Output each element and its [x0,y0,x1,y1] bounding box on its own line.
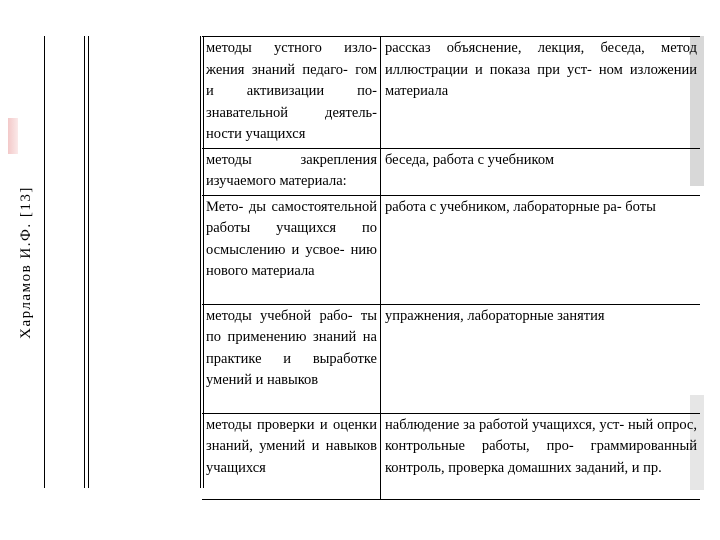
forms-cell: наблюдение за работой учащихся, уст- ный опрос, контрольные работы, про- граммированный контроль, проверка домашних заданий, и пр. [381,413,701,499]
forms-cell: работа с учебником, лабораторные ра- боты [381,195,701,304]
table-row [202,413,700,499]
method-cell: методы учебной рабо- ты по применению знаний на практике и выработке умений и навыков [202,304,381,413]
table-row [202,304,700,413]
column-divider-3 [200,36,201,488]
table-border-left [44,36,45,488]
method-cell: методы проверки и оценки знаний, умений и навыков учащихся [202,413,381,499]
column-divider-2 [88,36,89,488]
forms-cell: рассказ объяснение, лекция, беседа, метод иллюстрации и показа при уст- ном изложении материала [381,37,701,149]
forms-cell: беседа, работа с учебником [381,148,701,195]
table-row [202,148,700,195]
source-label [14,40,38,485]
column-divider-1 [84,36,85,488]
table-row [202,195,700,304]
source-label-text: Харламов И.Ф. [13] [17,186,34,339]
table-row [202,37,700,149]
method-cell: методы устного изло- жения знаний педаго- гом и активизации по- знавательной деятель- ности учащихся [202,37,381,149]
forms-cell: упражнения, лабораторные занятия [381,304,701,413]
methods-table [202,36,700,500]
method-cell: Мето- ды самостоятельной работы учащихся по осмыслению и усвое- нию нового материала [202,195,381,304]
method-cell: методы закрепления изучаемого материала: [202,148,381,195]
